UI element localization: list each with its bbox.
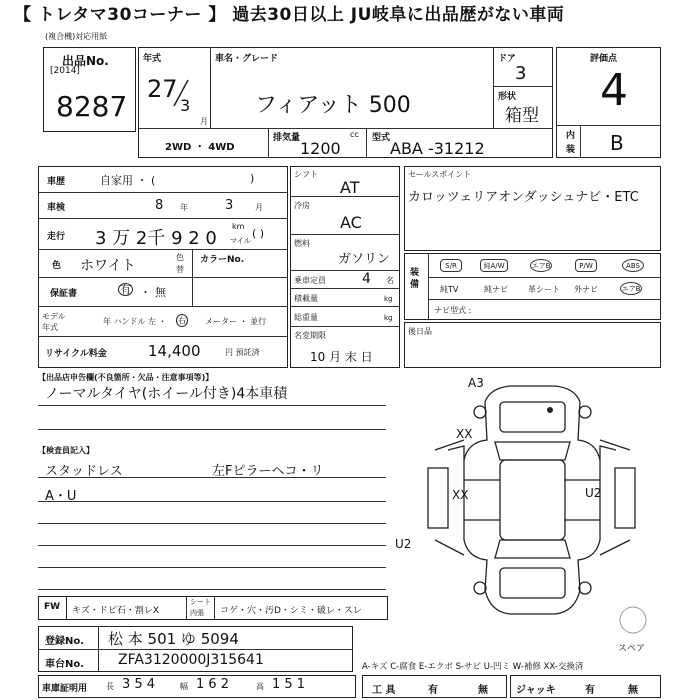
warranty-label: 保証書 bbox=[50, 289, 78, 299]
displacement-unit: cc bbox=[350, 130, 359, 139]
sales-point-label: セールスポイント bbox=[408, 170, 472, 179]
eq-aw: 純A/W bbox=[480, 259, 508, 272]
model-code-value: ABA -31212 bbox=[390, 139, 485, 158]
inspector-line1: スタッドレス bbox=[45, 464, 123, 479]
model-year-unit: 月 bbox=[200, 117, 208, 126]
inspection-label: 車検 bbox=[47, 203, 66, 213]
recycle-label: リサイクル料金 bbox=[45, 349, 107, 359]
lot-box bbox=[43, 47, 136, 132]
diagram-u2-right: U2 bbox=[585, 486, 602, 500]
gross-unit: kg bbox=[384, 314, 393, 322]
mileage-paren: ( ) bbox=[252, 227, 265, 240]
inspector-label: 【検査員記入】 bbox=[38, 446, 94, 455]
recycle-unit: 円 預託済 bbox=[225, 348, 260, 357]
shift-value: AT bbox=[340, 178, 360, 197]
model-row-handle: 年 ハンドル 左 ・ bbox=[103, 317, 167, 326]
lot-year-tag: [2014] bbox=[50, 66, 80, 76]
eq-pw: P/W bbox=[575, 259, 597, 272]
model-row-label-2: 年式 bbox=[42, 323, 58, 332]
capacity-unit: 名 bbox=[386, 276, 394, 285]
inspection-year: 8 bbox=[155, 198, 164, 213]
fuel-value: ガソリン bbox=[338, 252, 391, 267]
eq-sr: S/R bbox=[440, 259, 462, 272]
mileage-unit-mile: マイル bbox=[230, 237, 251, 245]
jack-label: ジャッキ bbox=[516, 685, 556, 696]
mileage-label: 走行 bbox=[47, 232, 66, 242]
capacity-value: 4 bbox=[362, 271, 371, 287]
model-code-label: 型式 bbox=[372, 133, 391, 143]
mileage-unit-km: km bbox=[232, 222, 245, 231]
eq-ext-navi: 外ナビ bbox=[574, 285, 598, 294]
model-row-meter: メーター ・ 並行 bbox=[205, 317, 267, 326]
model-year-month: 3 bbox=[180, 96, 191, 115]
chassis-label: 車台No. bbox=[45, 659, 85, 670]
warranty-yes-circle: 有 bbox=[120, 283, 131, 296]
model-row-label-1: モデル bbox=[42, 312, 66, 321]
eq-airbag: エアB bbox=[530, 259, 552, 272]
notes-value: ノーマルタイヤ(ホイール付き)4本車積 bbox=[45, 386, 288, 402]
doors-label: ドア bbox=[498, 54, 516, 64]
shape-value: 箱型 bbox=[505, 106, 539, 126]
inspection-month-unit: 月 bbox=[255, 203, 263, 212]
diagram-xx-1: XX bbox=[456, 427, 473, 441]
warranty-sep: ・ bbox=[140, 286, 151, 299]
tools-yes: 有 bbox=[428, 685, 438, 696]
displacement-value: 1200 bbox=[300, 139, 341, 158]
notes-label: 【出品店申告欄(不良箇所・欠品・注意事項等)】 bbox=[38, 373, 214, 382]
interior-label-1: 内 bbox=[566, 131, 576, 141]
color-label: 色 bbox=[52, 261, 62, 271]
history-value: 自家用 ・ ( bbox=[100, 174, 156, 187]
warranty-no: 無 bbox=[155, 286, 166, 299]
color-no-label: カラーNo. bbox=[200, 255, 245, 265]
legend: A-キズ C-腐食 E-エクボ S-サビ U-凹ミ W-補修 XX-交換済 bbox=[362, 662, 584, 672]
doors-value: 3 bbox=[515, 63, 527, 84]
recycle-value: 14,400 bbox=[148, 342, 201, 360]
spare-label: スペア bbox=[618, 644, 646, 654]
eq-leather: 革シート bbox=[528, 285, 560, 294]
jack-yes: 有 bbox=[585, 685, 595, 696]
gross-label: 総重量 bbox=[294, 313, 318, 322]
inspector-line1b: 左Fピラーヘコ・リ bbox=[212, 464, 324, 479]
mileage-value: 3 万 2千 9 2 0 bbox=[95, 228, 217, 249]
displacement-label: 排気量 bbox=[273, 133, 301, 143]
color-value: ホワイト bbox=[80, 258, 136, 274]
drive-label: 2WD ・ 4WD bbox=[165, 142, 235, 153]
size-w-value: 1 6 2 bbox=[196, 677, 230, 692]
ac-label: 冷房 bbox=[294, 201, 310, 210]
fw-text-2b: 内張 bbox=[190, 609, 204, 617]
inspection-year-unit: 年 bbox=[180, 203, 188, 212]
fw-label: FW bbox=[44, 602, 61, 612]
color-side-1: 色 bbox=[176, 253, 184, 262]
lot-label: 出品No. bbox=[62, 54, 109, 68]
eq-navi: 純ナビ bbox=[484, 285, 508, 294]
size-h-value: 1 5 1 bbox=[272, 677, 306, 692]
car-name-label: 車名・グレード bbox=[215, 54, 279, 64]
eq-abs: ABS bbox=[622, 259, 644, 272]
chassis-value: ZFA3120000J315641 bbox=[118, 652, 264, 668]
diagram-xx-2: XX bbox=[452, 488, 469, 502]
warranty-yes bbox=[118, 283, 133, 296]
model-year-label: 年式 bbox=[143, 54, 162, 64]
interior-label-2: 装 bbox=[566, 145, 576, 155]
model-row-right-circle: 右 bbox=[178, 316, 186, 325]
banner-title: 【 トレタマ30コーナー 】 過去30日以上 JU岐阜に出品歴がない車両 bbox=[0, 0, 700, 30]
interior-value: B bbox=[610, 131, 624, 155]
top-note: (複合機)対応用紙 bbox=[45, 32, 108, 41]
eq-airbag-2: エアB bbox=[620, 282, 642, 295]
model-row-right bbox=[176, 314, 188, 327]
shape-label: 形状 bbox=[498, 92, 517, 102]
diagram-a3: A3 bbox=[468, 376, 484, 390]
color-side-2: 替 bbox=[176, 265, 184, 274]
jack-no: 無 bbox=[628, 685, 638, 696]
history-label: 車歴 bbox=[47, 177, 66, 187]
size-l-value: 3 5 4 bbox=[122, 677, 156, 692]
score-label: 評価点 bbox=[590, 54, 618, 64]
inspection-month: 3 bbox=[225, 198, 234, 213]
size-label: 車庫証明用 bbox=[42, 684, 88, 694]
details-box bbox=[38, 166, 288, 368]
car-diagram bbox=[400, 380, 660, 620]
size-w-label: 幅 bbox=[180, 682, 188, 691]
fw-text-1: キズ・ドピ石・割レX bbox=[72, 606, 159, 616]
after-date-box bbox=[404, 322, 661, 368]
score-value: 4 bbox=[600, 65, 628, 116]
size-l-label: 長 bbox=[106, 682, 114, 691]
car-name-value: フィアット 500 bbox=[255, 93, 411, 118]
name-change-value: 10 月 末 日 bbox=[310, 350, 373, 364]
fw-text-3: コゲ・穴・汚D・シミ・破レ・スレ bbox=[220, 606, 362, 616]
size-h-label: 高 bbox=[256, 682, 264, 691]
eq-navi-model-label: ナビ型式 : bbox=[434, 306, 472, 315]
eq-tv: 純TV bbox=[440, 285, 459, 294]
reg-label: 登録No. bbox=[45, 636, 85, 647]
load-unit: kg bbox=[384, 295, 393, 303]
history-close: ) bbox=[250, 172, 255, 185]
capacity-label: 乗車定員 bbox=[294, 276, 326, 285]
diagram-u2-left: U2 bbox=[395, 537, 412, 551]
spare-circle bbox=[618, 605, 648, 635]
ac-value: AC bbox=[340, 213, 362, 232]
after-date-label: 後日品 bbox=[408, 327, 432, 336]
sales-point-value: カロッツェリアオンダッシュナビ・ETC bbox=[408, 190, 639, 205]
equipment-label: 装備 bbox=[410, 268, 420, 290]
reg-value: 松 本 501 ゆ 5094 bbox=[108, 630, 239, 648]
tools-label: 工 具 bbox=[372, 685, 396, 696]
shift-label: シフト bbox=[294, 170, 318, 179]
name-change-label: 名変期限 bbox=[294, 331, 326, 340]
model-year-year: 27 bbox=[147, 75, 178, 103]
fw-text-2a: シート bbox=[190, 598, 211, 606]
fuel-label: 燃料 bbox=[294, 239, 310, 248]
load-label: 積載量 bbox=[294, 294, 318, 303]
lot-number: 8287 bbox=[56, 90, 128, 123]
inspector-line2: A・U bbox=[45, 489, 77, 504]
tools-no: 無 bbox=[478, 685, 488, 696]
